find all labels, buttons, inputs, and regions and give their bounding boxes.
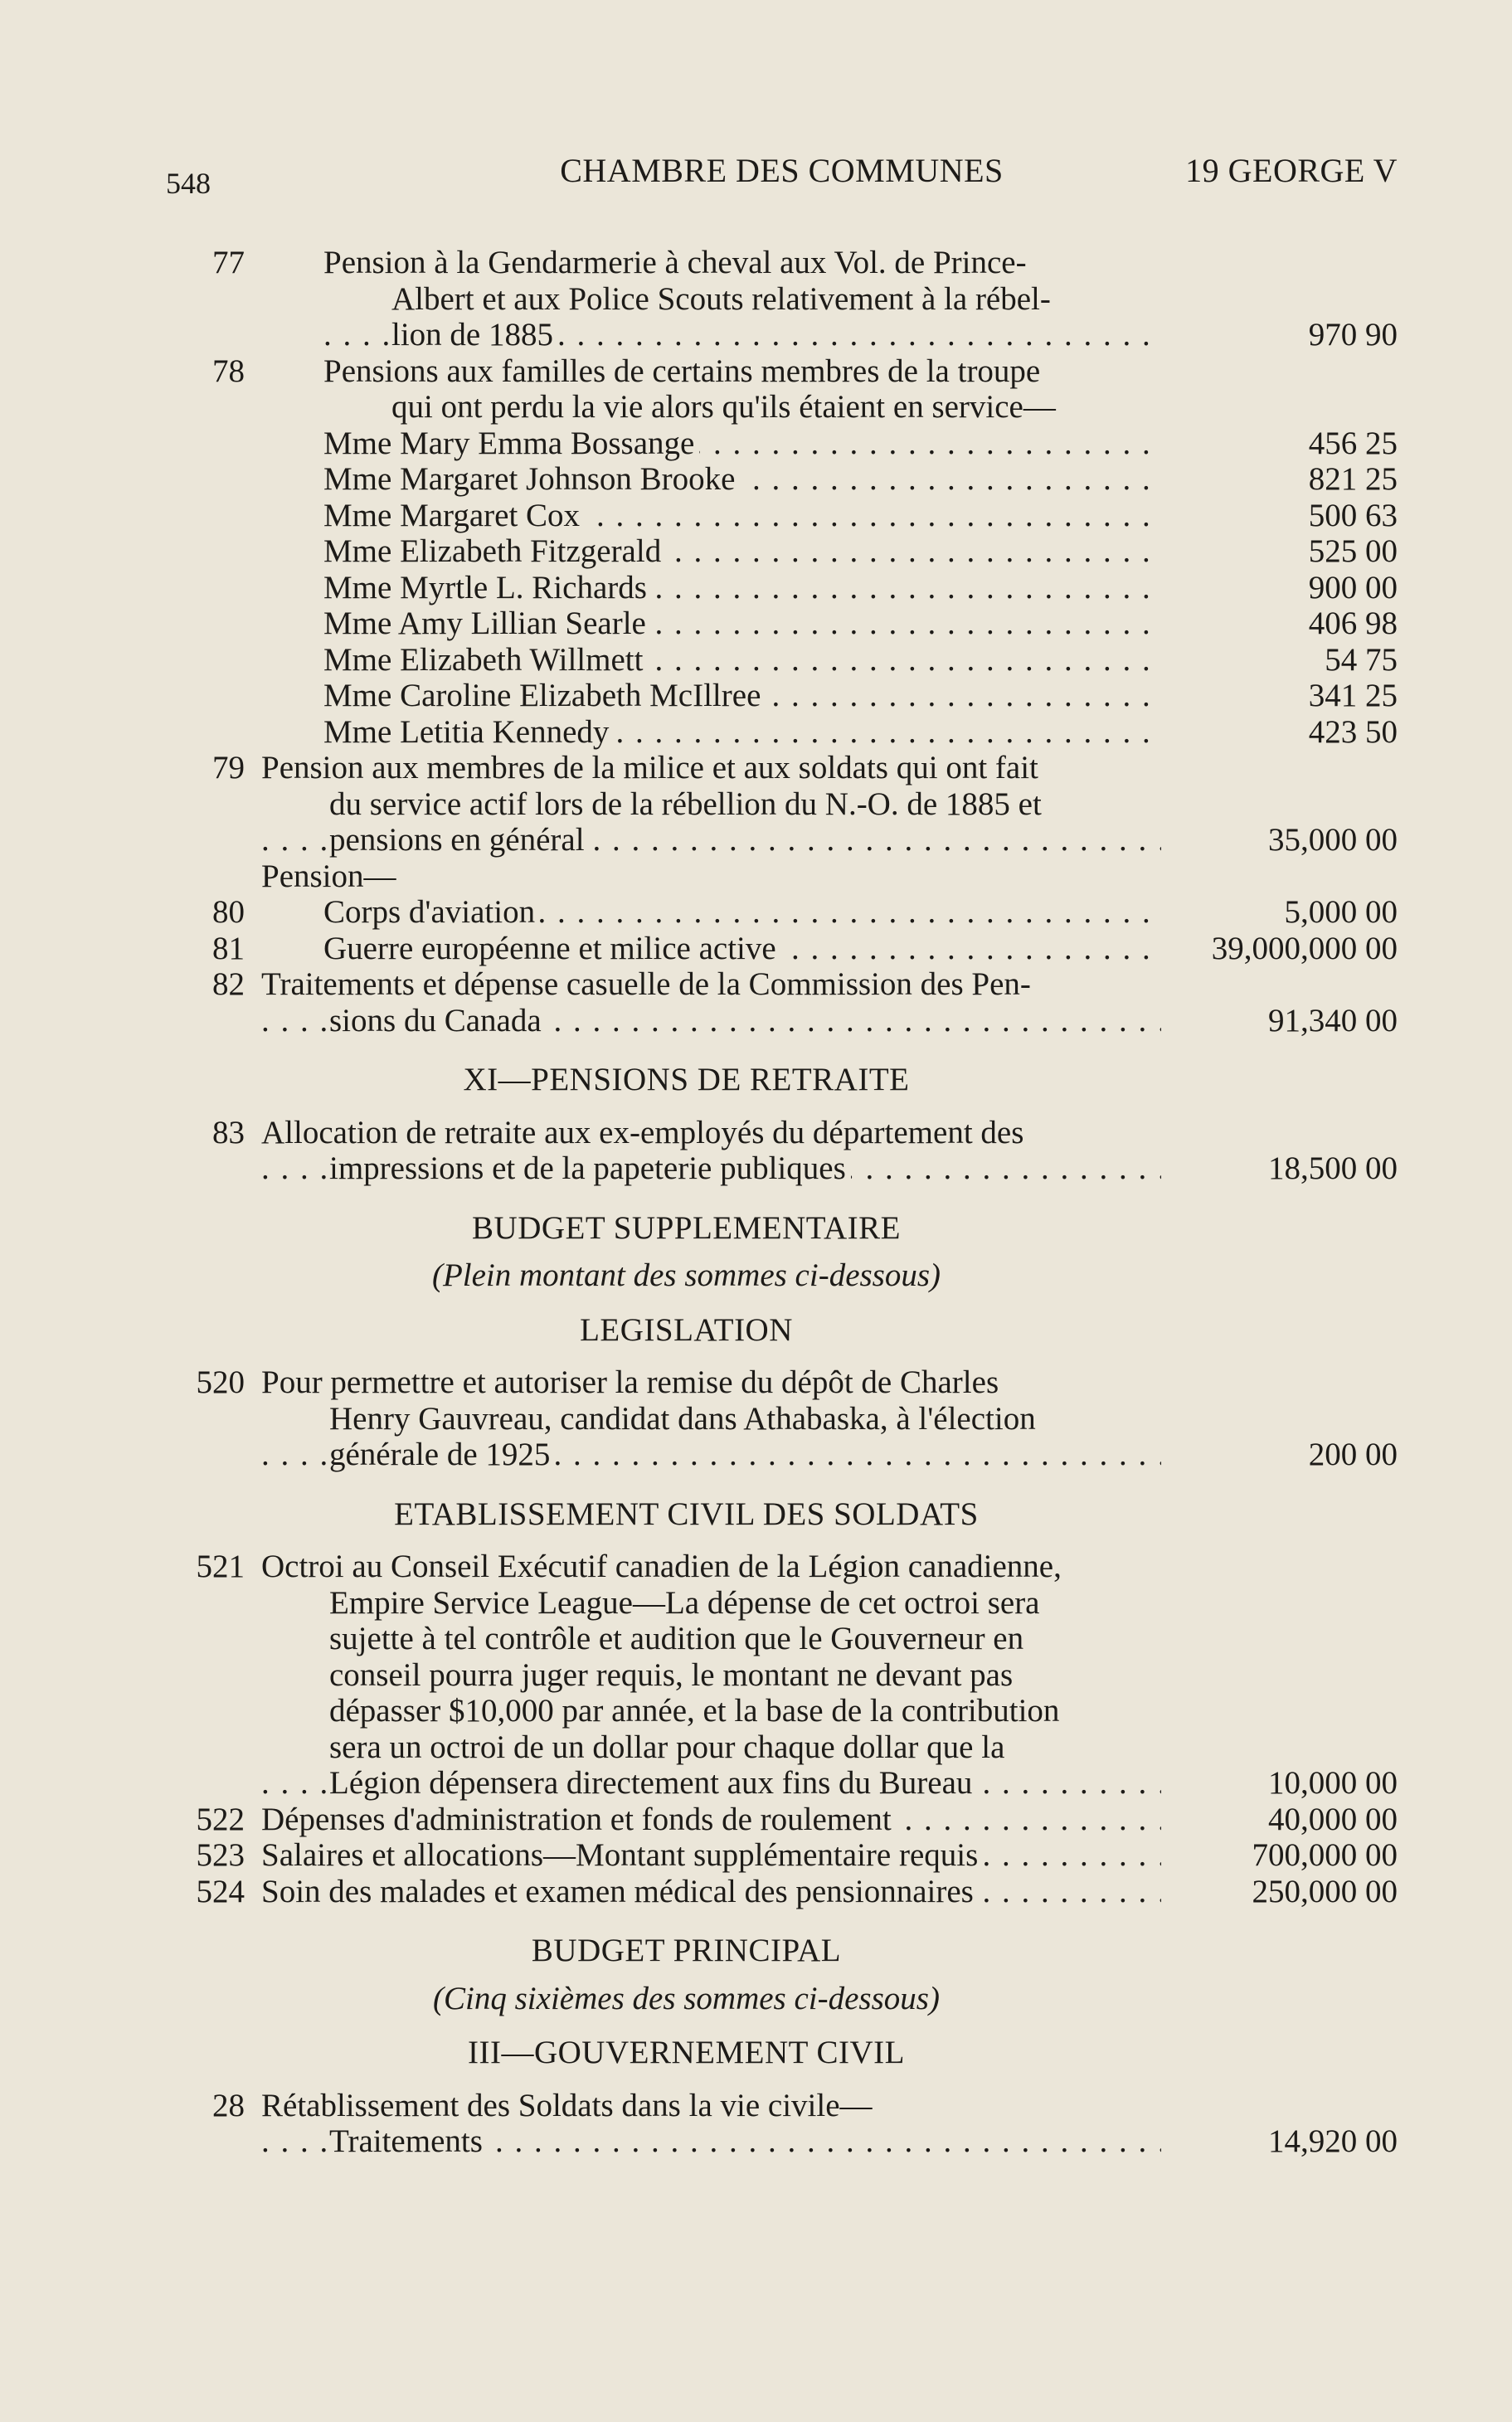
entry-amount: 39,000,000 00 [1211,930,1398,966]
item-523 [191,1837,1398,1874]
pension-entry [191,426,1398,462]
item-amount: 10,000 00 [1268,1765,1398,1801]
entry-amount: 40,000 00 [1268,1801,1398,1837]
item-80 [191,894,1398,931]
item-28 [191,2088,1398,2160]
item-text-line-dotted: générale de 1925 . . . [261,1437,1161,1473]
entry-amount: 5,000 00 [1284,894,1398,930]
section-heading-budget-principal: BUDGET PRINCIPAL [531,1933,842,1968]
section-heading-etablissement-civil: ETABLISSEMENT CIVIL DES SOLDATS [394,1496,979,1532]
item-79 [191,750,1398,858]
item-amount: 91,340 00 [1268,1002,1398,1038]
pension-entry [191,678,1398,714]
estimates-content [191,245,1398,2160]
item-number: 523 [196,1837,245,1873]
pension-entry [191,461,1398,498]
entry-label: Soin des malades et examen médical des pensionnaires [261,1874,979,1909]
item-77 [191,245,1398,353]
section-subheading: (Cinq sixièmes des sommes ci-dessous) [433,1980,940,2016]
item-number: 520 [196,1364,245,1400]
item-82 [191,966,1398,1038]
item-text-line: Traitements et dépense casuelle de la Commission des Pen- [261,966,1031,1002]
pension-entry [191,570,1398,606]
entry-label: Guerre européenne et milice active [323,931,781,966]
entry-amount: 54 75 [1325,641,1398,678]
entry-label: Mme Letitia Kennedy [323,714,614,750]
item-number: 81 [212,930,245,966]
entry-amount: 500 63 [1308,497,1398,533]
entry-label: Mme Myrtle L. Richards [323,570,652,606]
item-text-line: conseil pourra juger requis, le montant ne devant pas [329,1656,1014,1693]
item-520 [191,1364,1398,1473]
item-text-line: Pensions aux familles de certains membres de la troupe [323,353,1041,389]
item-text-line: Rétablissement des Soldats dans la vie civile— [261,2087,873,2123]
item-text-line-dotted: Traitements . . . [261,2123,1161,2160]
item-number: 80 [212,894,245,930]
item-text-line: Octroi au Conseil Exécutif canadien de la Légion canadienne, [261,1549,1062,1584]
item-text-line: Henry Gauvreau, candidat dans Athabaska, à l'élection [329,1400,1036,1437]
entry-label: Mme Mary Emma Bossange [323,426,699,461]
item-text-line: du service actif lors de la rébellion du N.-O. de 1885 et [329,785,1042,822]
item-522 [191,1802,1398,1838]
entry-amount: 250,000 00 [1252,1873,1398,1909]
item-text-line-dotted: sions du Canada . . . [261,1003,1161,1039]
item-text-line: Albert et aux Police Scouts relativement à la rébel- [391,280,1051,317]
item-number: 28 [212,2087,245,2123]
entry-label: Mme Elizabeth Fitzgerald [323,533,666,569]
item-text-line: Empire Service League—La dépense de cet octroi sera [329,1584,1040,1621]
section-heading-gouvernement-civil: III—GOUVERNEMENT CIVIL [468,2035,905,2070]
item-81 [191,931,1398,967]
item-text-line: Allocation de retraite aux ex-employés du département des [261,1114,1024,1150]
entry-label: Corps d'aviation [323,894,540,930]
item-number: 77 [212,245,245,280]
pension-group-label: Pension— [261,858,396,894]
entry-label: Mme Margaret Johnson Brooke [323,461,740,497]
item-text-line-dotted: Légion dépensera directement aux fins du Bureau . . . [261,1765,1161,1802]
entry-amount: 900 00 [1308,569,1398,606]
section-heading-pensions-retraite: XI—PENSIONS DE RETRAITE [463,1062,910,1097]
item-521 [191,1549,1398,1802]
item-number: 521 [196,1549,245,1584]
item-number: 82 [212,966,245,1002]
entry-amount: 700,000 00 [1252,1837,1398,1873]
pension-entry [191,642,1398,678]
item-number: 522 [196,1801,245,1837]
item-78 [191,353,1398,426]
item-amount: 970 90 [1308,317,1398,353]
item-text-line: Pension aux membres de la milice et aux soldats qui ont fait [261,750,1038,785]
item-text-line: sujette à tel contrôle et audition que le Gouverneur en [329,1621,1024,1656]
entry-amount: 406 98 [1308,606,1398,641]
item-text-line: sera un octroi de un dollar pour chaque dollar que la [329,1729,1005,1765]
pension-entry [191,533,1398,570]
page-header [166,151,1398,201]
entry-amount: 456 25 [1308,425,1398,461]
entry-amount: 341 25 [1308,678,1398,713]
item-text-line-dotted: lion de 1885 . . . [323,317,1161,353]
item-number: 79 [212,750,245,785]
item-text-line-dotted: pensions en général . . . [261,822,1161,858]
item-amount: 35,000 00 [1268,822,1398,858]
item-text-line: Pour permettre et autoriser la remise du dépôt de Charles [261,1364,999,1400]
entry-label: Mme Margaret Cox [323,498,585,533]
entry-label: Dépenses d'administration et fonds de roulement [261,1802,897,1837]
page-number: 548 [166,167,211,200]
page-header-right: 19 GEORGE V [1185,152,1398,189]
item-number: 524 [196,1873,245,1909]
item-text-line: Pension à la Gendarmerie à cheval aux Vol. de Prince- [323,245,1027,280]
item-text-line-dotted: impressions et de la papeterie publiques . . . [261,1150,1161,1187]
section-heading-budget-supplementaire: BUDGET SUPPLEMENTAIRE [472,1209,901,1246]
entry-label: Mme Elizabeth Willmett [323,642,648,678]
item-number: 83 [212,1114,245,1150]
entry-label: Mme Caroline Elizabeth McIllree [323,678,766,713]
item-83 [191,1115,1398,1187]
item-amount: 18,500 00 [1268,1150,1398,1186]
entry-label: Mme Amy Lillian Searle [323,606,651,641]
item-amount: 14,920 00 [1268,2123,1398,2159]
item-amount: 200 00 [1308,1437,1398,1472]
item-524 [191,1874,1398,1910]
pension-entry [191,498,1398,534]
pension-entry [191,606,1398,642]
section-heading-legislation: LEGISLATION [580,1311,793,1348]
entry-amount: 525 00 [1308,533,1398,569]
page-title: CHAMBRE DES COMMUNES [560,152,1004,189]
item-text-line: qui ont perdu la vie alors qu'ils étaient en service— [391,389,1056,425]
section-subheading: (Plein montant des sommes ci-dessous) [431,1257,941,1293]
entry-amount: 423 50 [1308,713,1398,750]
pension-entry [191,714,1398,751]
item-text-line: dépasser $10,000 par année, et la base de la contribution [329,1693,1060,1729]
entry-label: Salaires et allocations—Montant supplémentaire requis [261,1837,983,1873]
item-number: 78 [212,353,245,389]
entry-amount: 821 25 [1308,461,1398,497]
